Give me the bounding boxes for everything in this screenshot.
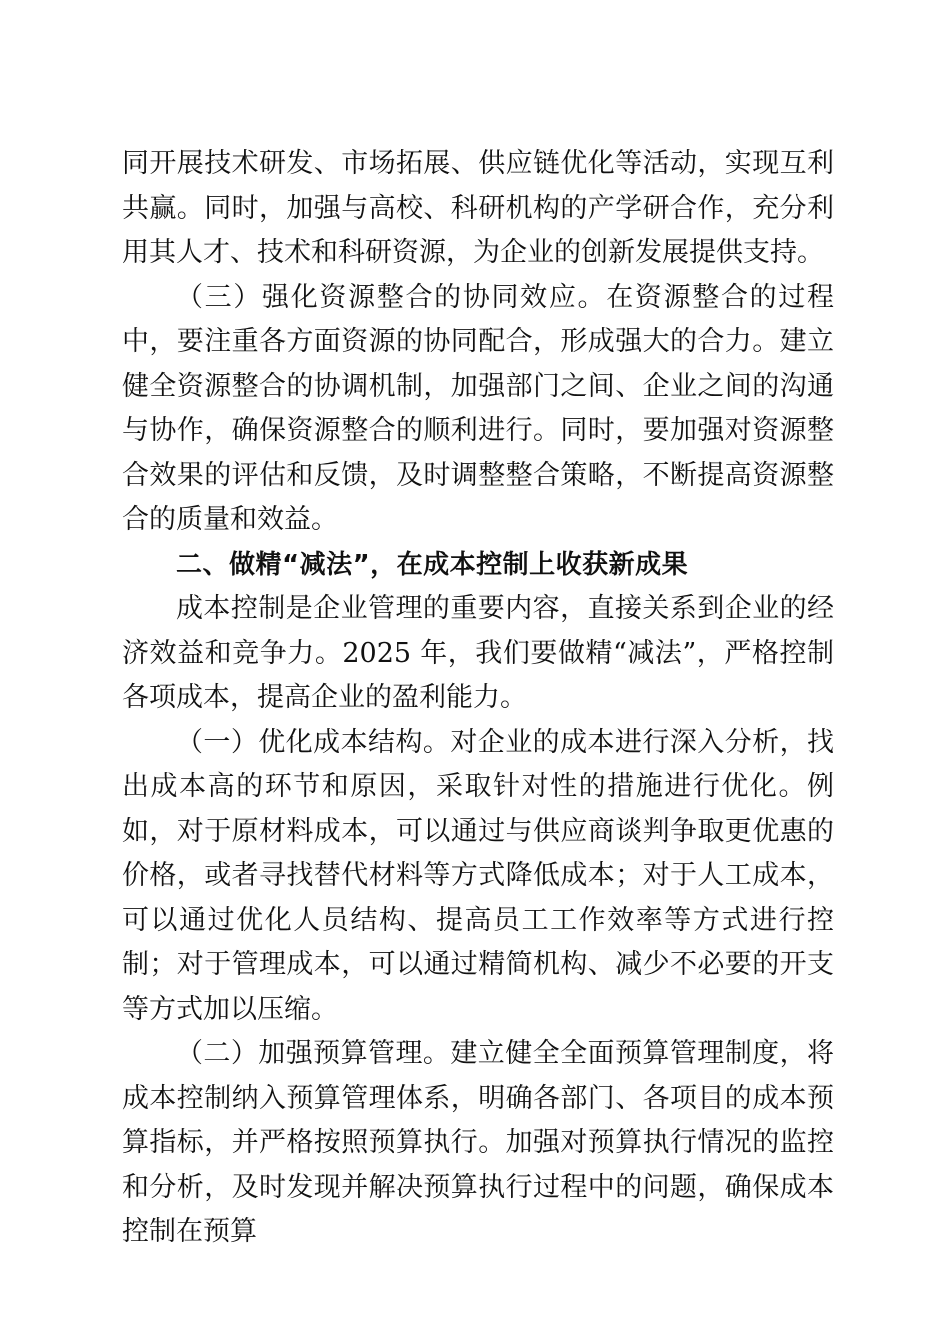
paragraph-budget-management (122, 1032, 834, 1255)
subsection-body-budget-management: 建立健全全面预算管理制度，将成本控制纳入预算管理体系，明确各部门、各项目的成本预算指标，并严格按照预算执行。加强对预算执行情况的监控和分析，及时发现并解决预算执行过程中的问题，确保成本控制在预算 (122, 1038, 835, 1247)
subsection-body-optimize-cost-structure: 对企业的成本进行深入分析，找出成本高的环节和原因，采取针对性的措施进行优化。例如，对于原材料成本，可以通过与供应商谈判争取更优惠的价格，或者寻找替代材料等方式降低成本；对于人工成本，可以通过优化人员结构、提高员工工作效率等方式进行控制；对于管理成本，可以通过精简机构、减少不必要的开支等方式加以压缩。 (122, 726, 835, 1025)
subsection-title-optimize-cost-structure: （一）优化成本结构。 (176, 726, 451, 758)
paragraph-resource-synergy (122, 276, 834, 543)
continuation-paragraph: 同开展技术研发、市场拓展、供应链优化等活动，实现互利共赢。同时，加强与高校、科研机构的产学研合作，充分利用其人才、技术和科研资源，为企业的创新发展提供支持。 (122, 148, 834, 268)
subsection-title-resource-synergy: （三）强化资源整合的协同效应。 (176, 281, 607, 313)
subsection-body-resource-synergy: 在资源整合的过程中，要注重各方面资源的协同配合，形成强大的合力。建立健全资源整合的协调机制，加强部门之间、企业之间的沟通与协作，确保资源整合的顺利进行。同时，要加强对资源整合效果的评估和反馈，及时调整整合策略，不断提高资源整合的质量和效益。 (122, 281, 835, 535)
document-body (122, 142, 834, 1255)
subsection-title-budget-management: （二）加强预算管理。 (176, 1038, 451, 1069)
section-intro-cost-control: 成本控制是企业管理的重要内容，直接关系到企业的经济效益和竞争力。2025 年，我们要做精“减法”，严格控制各项成本，提高企业的盈利能力。 (122, 593, 834, 713)
paragraph-optimize-cost-structure (122, 721, 834, 1033)
section-heading-cost-control: 二、做精“减法”，在成本控制上收获新成果 (176, 549, 689, 580)
